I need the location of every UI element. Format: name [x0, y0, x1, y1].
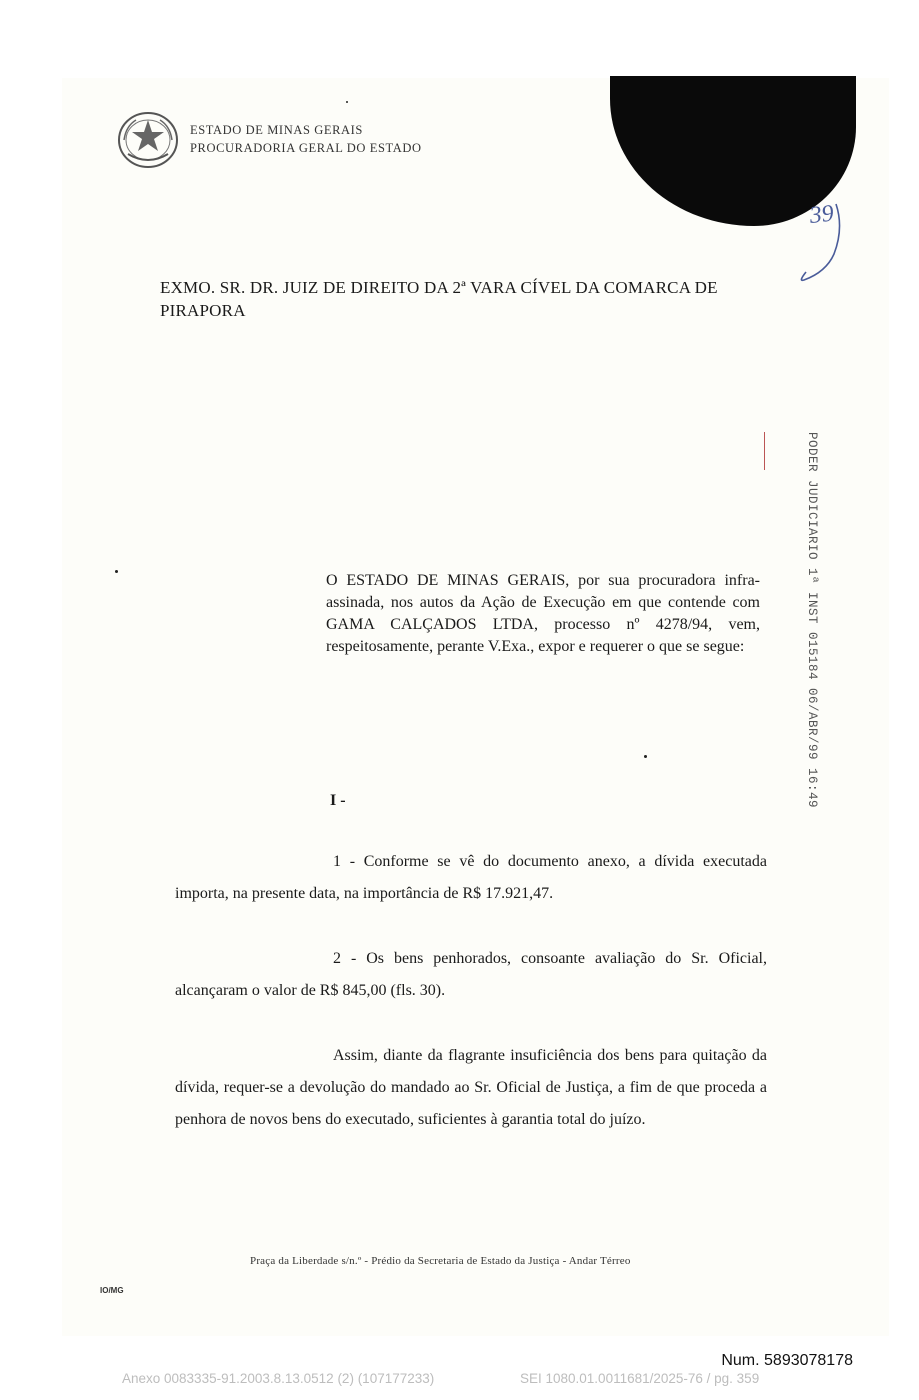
sei-reference: SEI 1080.01.0011681/2025-76 / pg. 359	[520, 1371, 760, 1386]
annex-reference: Anexo 0083335-91.2003.8.13.0512 (2) (107177233)	[122, 1371, 435, 1386]
header-office: PROCURADORIA GERAL DO ESTADO	[190, 141, 422, 155]
header-state: ESTADO DE MINAS GERAIS	[190, 123, 363, 137]
stamp-text: PODER JUDICIARIO 1ª INST 015184 06/ABR/99 16:49	[805, 432, 819, 809]
section-heading: I -	[330, 792, 346, 809]
paragraph-1	[175, 846, 767, 910]
document-number: Num. 5893078178	[721, 1352, 853, 1369]
paragraph-text: 1 - Conforme se vê do documento anexo, a dívida executada importa, na presente data, na importância de R$ 17.921,47.	[175, 853, 767, 902]
paragraph-text: 2 - Os bens penhorados, consoante avaliação do Sr. Oficial, alcançaram o valor de R$ 845,00 (fls. 30).	[175, 950, 767, 999]
handwritten-number-text: 39	[808, 200, 835, 229]
footer-address: Praça da Liberdade s/n.º - Prédio da Secretaria de Estado da Justiça - Andar Térreo	[250, 1255, 631, 1267]
speck	[346, 101, 348, 103]
paragraph-2	[175, 943, 767, 1007]
addressee: EXMO. SR. DR. JUIZ DE DIREITO DA 2ª VARA CÍVEL DA COMARCA DE PIRAPORA	[160, 278, 718, 320]
state-coat-of-arms-icon	[116, 110, 180, 170]
intro-paragraph: O ESTADO DE MINAS GERAIS, por sua procuradora infra-assinada, nos autos da Ação de Execução em que contende com GAMA CALÇADOS LTDA, processo nº 4278/94, vem, respeitosamente, perante V.Exa., expor e requerer o que se segue:	[326, 572, 760, 655]
speck	[115, 570, 118, 573]
paragraph-text: Assim, diante da flagrante insuficiência dos bens para quitação da dívida, requer-se a devolução do mandado ao Sr. Oficial de Justiça, a fim de que proceda a penhora de novos bens do executado, suficientes à garantia total do juízo.	[175, 1047, 767, 1128]
handwritten-page-number	[800, 198, 850, 288]
document-page	[62, 78, 889, 1336]
margin-line	[764, 432, 765, 470]
court-receipt-stamp	[799, 432, 823, 809]
paragraph-3	[175, 1040, 767, 1136]
print-code: IO/MG	[100, 1286, 124, 1295]
speck	[644, 755, 647, 758]
